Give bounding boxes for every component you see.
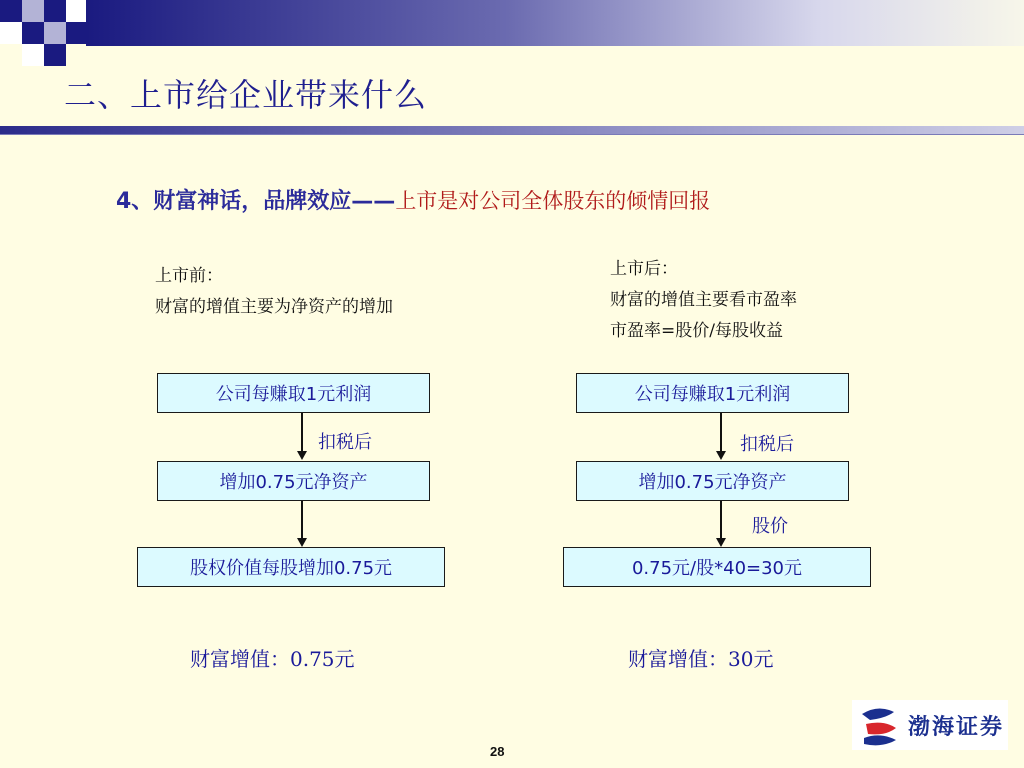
right-note	[610, 254, 797, 347]
decor-square	[22, 22, 44, 44]
right-arrow1-head	[716, 451, 726, 460]
right-arrow1-label: 扣税后	[740, 434, 794, 455]
title-underline-line	[0, 134, 1024, 135]
right-note-heading: 上市后：	[610, 259, 678, 279]
decor-square	[66, 0, 86, 22]
logo-mark-icon	[856, 702, 902, 748]
decor-square	[0, 22, 22, 44]
right-note-line2: 市盈率=股价/每股收益	[610, 321, 783, 341]
left-note	[155, 261, 393, 323]
left-note-line: 财富的增值主要为净资产的增加	[155, 297, 393, 317]
section-subtitle	[116, 184, 710, 215]
left-arrow2-line	[301, 501, 303, 539]
left-box-profit: 公司每赚取1元利润	[157, 373, 430, 413]
decor-square	[44, 0, 66, 22]
left-note-heading: 上市前：	[155, 266, 223, 286]
right-note-line1: 财富的增值主要看市盈率	[610, 290, 797, 310]
left-arrow2-head	[297, 538, 307, 547]
right-box-net-assets: 增加0.75元净资产	[576, 461, 849, 501]
subtitle-tail: 上市是对公司全体股东的倾情回报	[395, 189, 711, 213]
right-arrow2-head	[716, 538, 726, 547]
right-box-market-value: 0.75元/股*40=30元	[563, 547, 871, 587]
decor-square	[22, 0, 44, 22]
right-box-profit: 公司每赚取1元利润	[576, 373, 849, 413]
left-box-equity-value: 股权价值每股增加0.75元	[137, 547, 445, 587]
title-underline-band	[0, 126, 1024, 134]
left-arrow1-label: 扣税后	[318, 432, 372, 453]
page-number: 28	[490, 744, 505, 759]
right-arrow2-label: 股价	[752, 516, 788, 537]
decor-square	[66, 22, 86, 44]
left-arrow1-line	[301, 413, 303, 453]
right-arrow1-line	[720, 413, 722, 453]
right-result: 财富增值：30元	[628, 647, 774, 671]
left-arrow1-head	[297, 451, 307, 460]
right-arrow2-line	[720, 501, 722, 539]
decor-square	[0, 0, 22, 22]
decor-square	[44, 44, 66, 66]
company-logo	[852, 700, 1008, 750]
header-gradient-band	[86, 0, 1024, 46]
subtitle-lead: 4、财富神话，品牌效应——	[116, 189, 396, 214]
decor-square	[44, 22, 66, 44]
left-result: 财富增值：0.75元	[190, 647, 355, 671]
left-box-net-assets: 增加0.75元净资产	[157, 461, 430, 501]
decor-square	[22, 44, 44, 66]
page-title: 二、上市给企业带来什么	[64, 76, 428, 114]
logo-text: 渤海证券	[908, 714, 1005, 740]
